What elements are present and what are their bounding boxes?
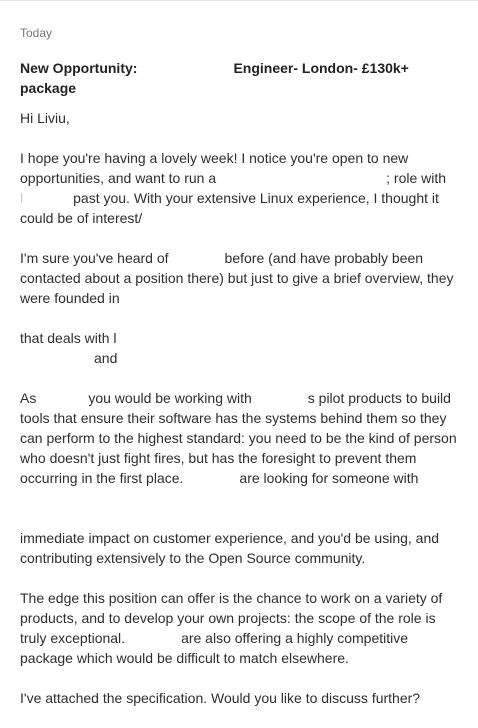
p4-line5a: occurring in the first place. [20, 470, 184, 486]
p1-line3b: past you. With your extensive Linux experience, I thought it [73, 190, 439, 206]
p4-line1b: you would be working with [88, 390, 252, 406]
p6-line2: products, and to develop your own projects: the scope of the role is [20, 610, 436, 626]
paragraph-6 [20, 588, 460, 668]
redacted-gap [23, 191, 73, 205]
redacted-block [20, 508, 460, 528]
paragraph-2 [20, 248, 460, 308]
p1-line4: could be of interest/ [20, 210, 143, 226]
p1-line2b: ; role with [386, 170, 447, 186]
message-view [20, 24, 460, 728]
redacted-gap [216, 171, 386, 185]
p3-line2: and [94, 350, 118, 366]
p1-line1: I hope you're having a lovely week! I notice you're open to new [20, 150, 409, 166]
p6-line3a: truly exceptional. [20, 630, 126, 646]
p2-line3: were founded in [20, 290, 120, 306]
p4-line4: who doesn't just fight fires, but has the foresight to prevent them [20, 450, 417, 466]
greeting: Hi Liviu, [20, 110, 70, 126]
p1-line3a: l [20, 190, 24, 206]
redacted-gap [20, 351, 94, 365]
p2-line1a: I'm sure you've heard of [20, 250, 169, 266]
p2-line2: contacted about a position there) but just to give a brief overview, they [20, 270, 454, 286]
redacted-gap [125, 631, 181, 645]
redacted-gap [252, 391, 308, 405]
p2-line1b: before (and have probably been [224, 250, 424, 266]
redacted-gap [183, 471, 239, 485]
p4-line1c: s pilot products to build [307, 390, 451, 406]
p5-line2: contributing extensively to the Open Source community. [20, 550, 366, 566]
p6-line1: The edge this position can offer is the chance to work on a variety of [20, 590, 443, 606]
subject-text-2: Engineer- London- £130k+ [233, 60, 409, 76]
subject-text-1: New Opportunity: [20, 60, 138, 76]
redacted-gap [36, 391, 88, 405]
p4-line2: tools that ensure their software has the systems behind them so they [20, 410, 447, 426]
redacted-gap [169, 251, 225, 265]
p5-line1: immediate impact on customer experience, and you'd be using, and [20, 530, 440, 546]
paragraph-7 [20, 688, 460, 708]
top-divider [0, 0, 478, 1]
p4-line3: can perform to the highest standard: you need to be the kind of person [20, 430, 457, 446]
paragraph-1 [20, 148, 460, 228]
p3-line1: that deals with l [20, 330, 117, 346]
paragraph-5 [20, 528, 460, 568]
p1-line2a: opportunities, and want to run a [20, 170, 217, 186]
paragraph-3 [20, 328, 460, 368]
p6-line3b: are also offering a highly competitive [181, 630, 409, 646]
message-subject [20, 58, 460, 98]
p4-line5b: are looking for someone with [239, 470, 419, 486]
p7-line1: I've attached the specification. Would you like to discuss further? [20, 690, 421, 706]
p4-line1a: As [20, 390, 37, 406]
paragraph-4 [20, 388, 460, 488]
p6-line4: package which would be difficult to match elsewhere. [20, 650, 349, 666]
subject-text-3: package [20, 80, 77, 96]
message-date: Today [20, 26, 53, 40]
